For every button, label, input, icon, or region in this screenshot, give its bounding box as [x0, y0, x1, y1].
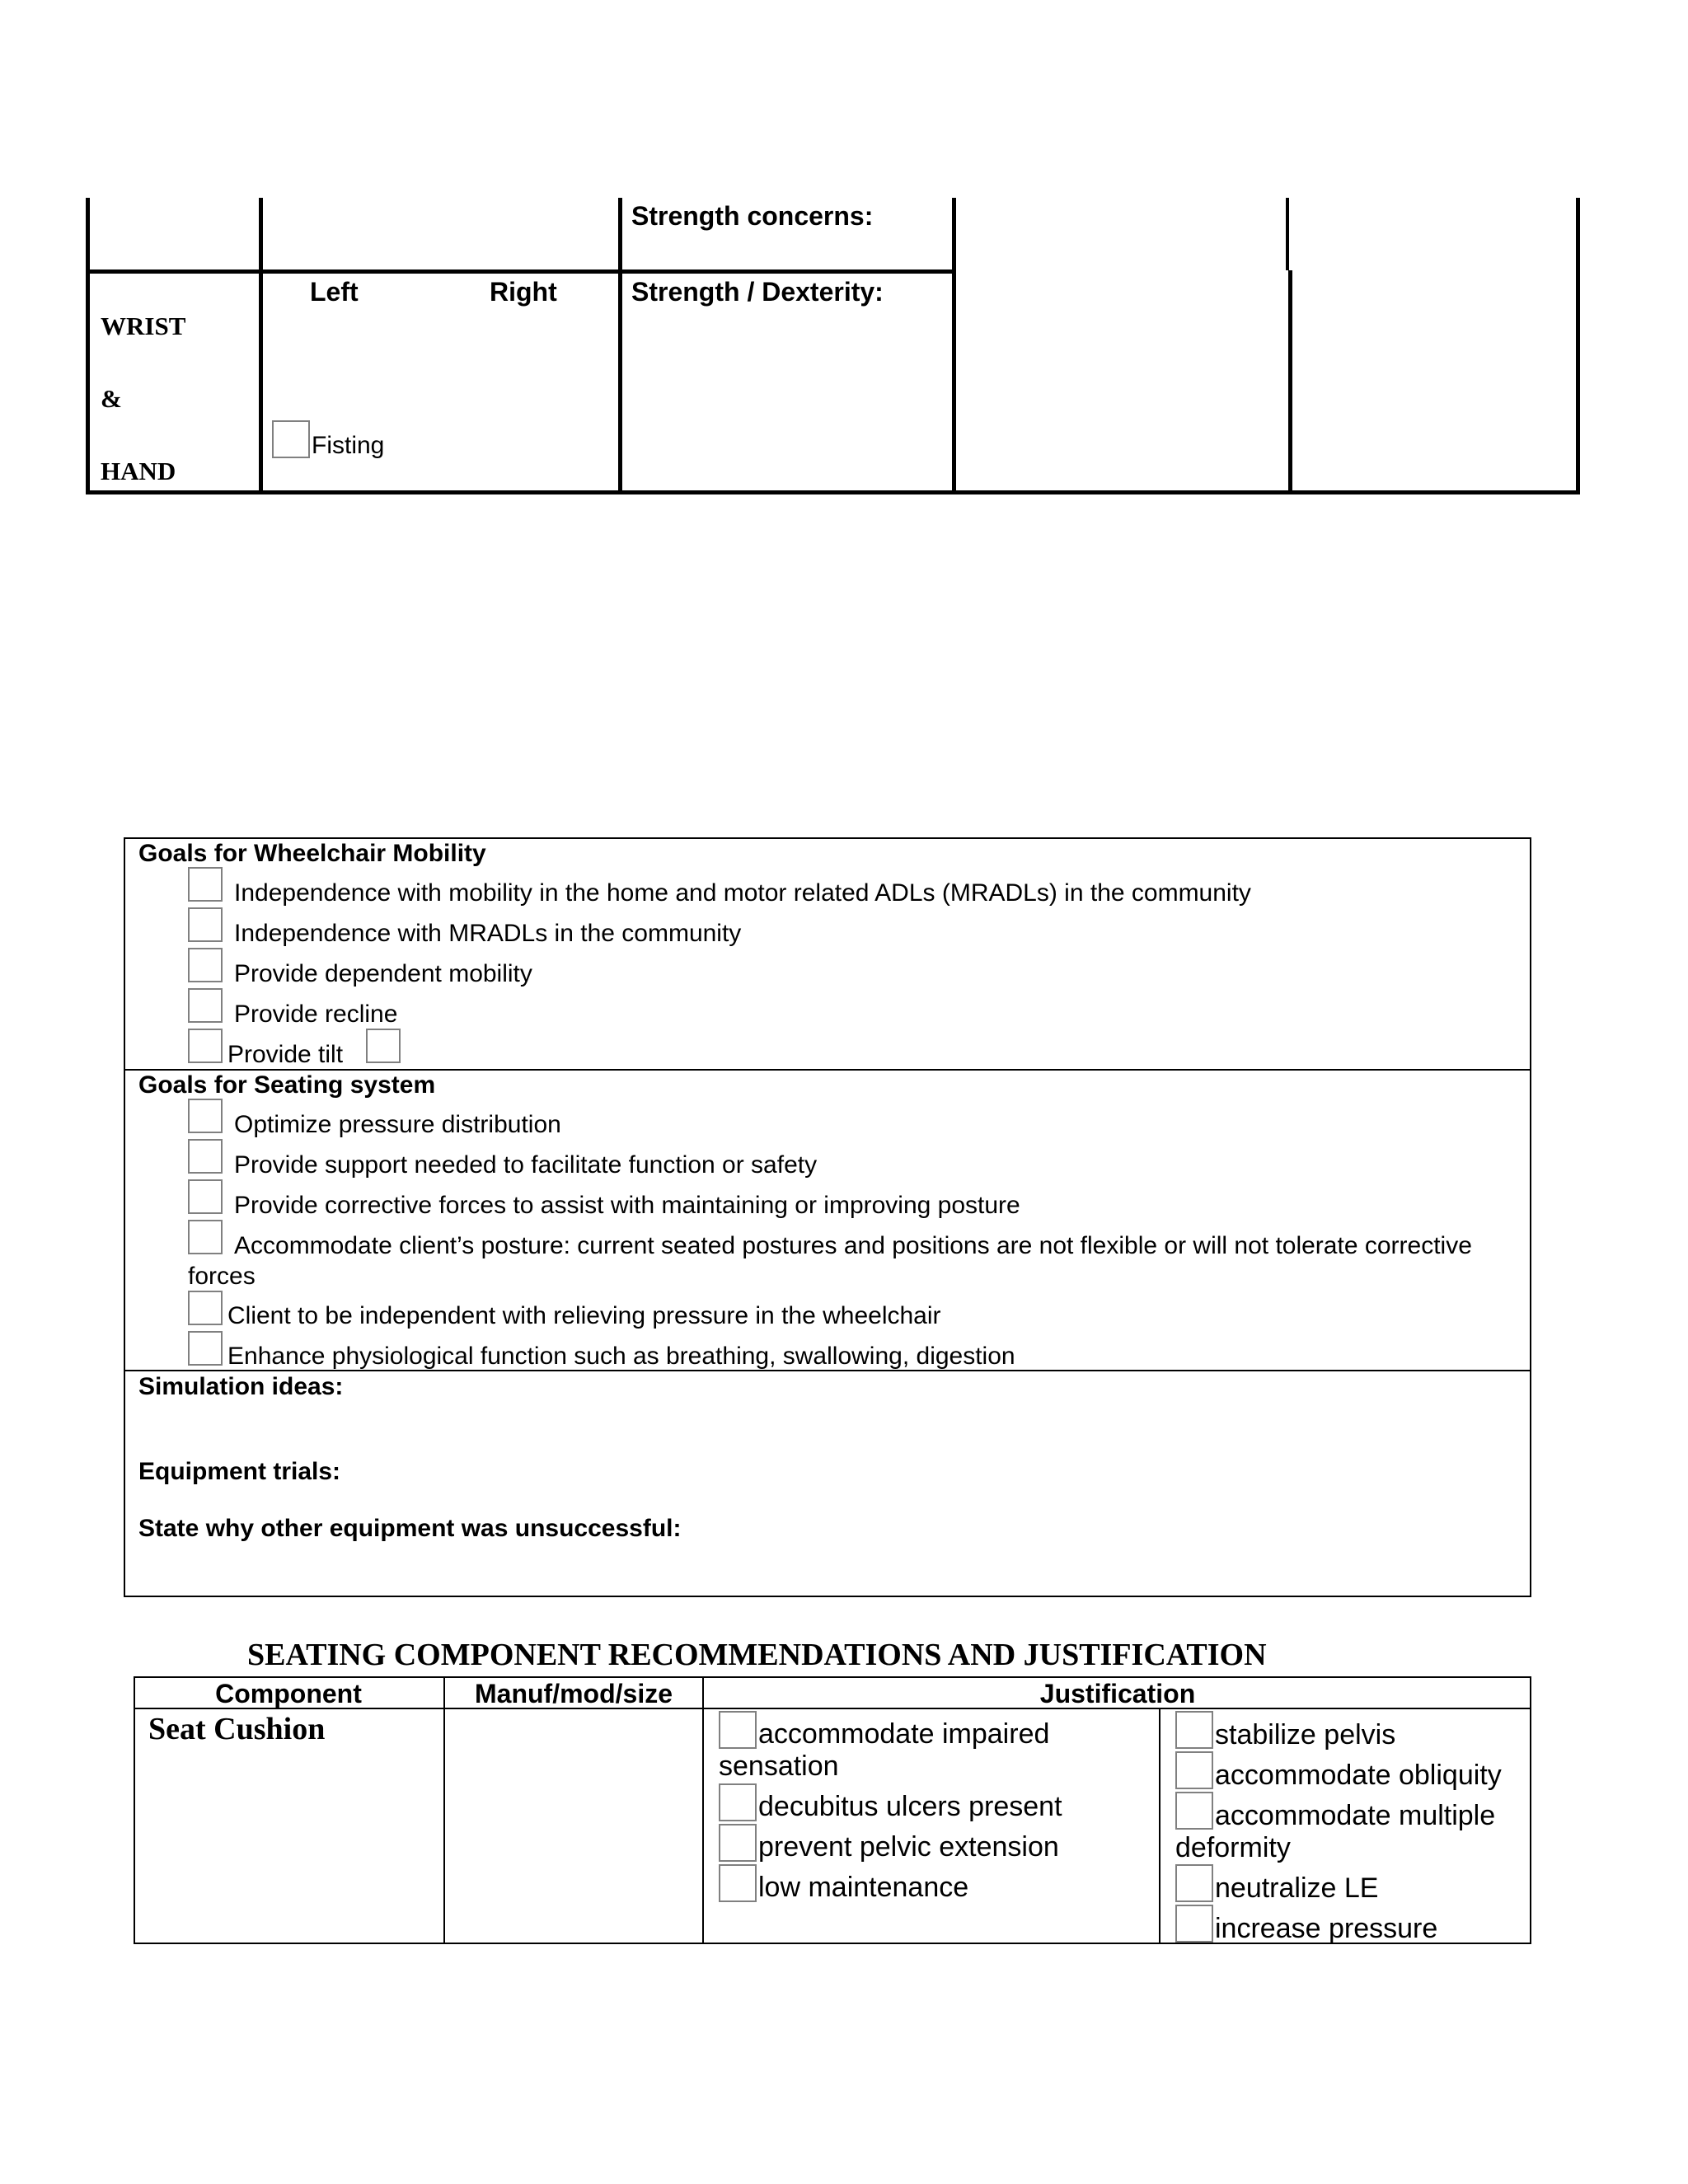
table-border: [443, 1676, 445, 1944]
goal-label: Enhance physiological function such as breathing, swallowing, digestion: [227, 1343, 1015, 1370]
justification-label-continued: sensation: [719, 1750, 839, 1782]
table-border: [702, 1676, 704, 1944]
goal-checkbox[interactable]: [188, 988, 223, 1023]
justification-checkbox[interactable]: [719, 1783, 757, 1821]
goal-checkbox[interactable]: [188, 1139, 223, 1174]
goal-label: Provide corrective forces to assist with maintaining or improving posture: [234, 1192, 1020, 1219]
justification-label-continued: deformity: [1175, 1832, 1291, 1863]
justification-label: accommodate impaired: [758, 1718, 1050, 1750]
goal-checkbox[interactable]: [188, 1220, 223, 1254]
simulation-label: Simulation ideas:: [138, 1373, 344, 1400]
justification-checkbox[interactable]: [1175, 1792, 1213, 1830]
table-border: [259, 198, 263, 494]
section-divider: [124, 1069, 1531, 1071]
goal-checkbox[interactable]: [188, 867, 223, 902]
seating-section-title: SEATING COMPONENT RECOMMENDATIONS AND JUSTIFICATION: [247, 1638, 1267, 1672]
goal-checkbox[interactable]: [188, 1099, 223, 1133]
goal-label: Client to be independent with relieving pressure in the wheelchair: [227, 1302, 941, 1329]
table-border: [1286, 198, 1289, 270]
justification-checkbox[interactable]: [1175, 1751, 1213, 1789]
strength-dexterity-label: Strength / Dexterity:: [631, 277, 884, 307]
right-label: Right: [490, 277, 557, 307]
strength-concerns-label: Strength concerns:: [631, 201, 874, 231]
justification-checkbox[interactable]: [719, 1864, 757, 1902]
table-border: [1288, 270, 1292, 494]
goal-label: Provide tilt: [227, 1041, 344, 1068]
justification-checkbox[interactable]: [1175, 1864, 1213, 1902]
justification-label: prevent pelvic extension: [758, 1831, 1059, 1863]
goal-label: Independence with mobility in the home and motor related ADLs (MRADLs) in the community: [234, 879, 1251, 907]
justification-label: accommodate multiple: [1215, 1800, 1496, 1831]
justification-label: stabilize pelvis: [1215, 1719, 1396, 1750]
unsuccessful-label: State why other equipment was unsuccessful:: [138, 1515, 682, 1542]
justification-checkbox[interactable]: [1175, 1711, 1213, 1749]
goal-checkbox[interactable]: [188, 948, 223, 982]
wrist-label: WRIST: [101, 312, 186, 340]
header-component: Component: [215, 1679, 362, 1708]
fisting-label: Fisting: [312, 432, 385, 459]
goal-label: Optimize pressure distribution: [234, 1111, 561, 1138]
goal-label: Accommodate client’s posture: current seated postures and positions are not flexible or will not tolerate corrective: [234, 1232, 1472, 1259]
seating-goals-title: Goals for Seating system: [138, 1071, 436, 1099]
goal-checkbox[interactable]: [188, 1291, 223, 1325]
table-border: [86, 198, 90, 494]
goal-label-continued: forces: [188, 1263, 256, 1290]
table-border: [952, 198, 956, 494]
tilt-extra-checkbox[interactable]: [366, 1029, 401, 1063]
fisting-checkbox[interactable]: [272, 420, 310, 458]
left-label: Left: [310, 277, 359, 307]
justification-label: decubitus ulcers present: [758, 1791, 1062, 1822]
justification-checkbox[interactable]: [719, 1824, 757, 1862]
justification-label: increase pressure: [1215, 1913, 1438, 1944]
header-manuf: Manuf/mod/size: [474, 1679, 673, 1708]
table-border: [618, 198, 622, 494]
justification-label: accommodate obliquity: [1215, 1760, 1502, 1791]
component-seat-cushion: Seat Cushion: [148, 1712, 326, 1746]
table-border: [86, 269, 954, 274]
wheelchair-goals-title: Goals for Wheelchair Mobility: [138, 840, 486, 867]
justification-checkbox[interactable]: [719, 1711, 757, 1749]
equipment-trials-label: Equipment trials:: [138, 1458, 341, 1485]
table-border: [1159, 1708, 1160, 1944]
table-border: [1576, 198, 1580, 494]
justification-label: low maintenance: [758, 1872, 969, 1903]
ampersand-label: &: [101, 384, 122, 413]
goal-checkbox[interactable]: [188, 1029, 223, 1063]
table-border: [86, 490, 1580, 494]
goal-label: Provide dependent mobility: [234, 960, 532, 987]
goal-label: Independence with MRADLs in the community: [234, 920, 742, 947]
justification-label: neutralize LE: [1215, 1872, 1379, 1904]
goal-checkbox[interactable]: [188, 907, 223, 942]
header-justification: Justification: [1039, 1679, 1196, 1708]
hand-label: HAND: [101, 457, 176, 485]
justification-checkbox[interactable]: [1175, 1905, 1213, 1943]
goal-label: Provide support needed to facilitate function or safety: [234, 1151, 818, 1179]
goal-label: Provide recline: [234, 1001, 398, 1028]
goal-checkbox[interactable]: [188, 1179, 223, 1214]
goal-checkbox[interactable]: [188, 1331, 223, 1366]
